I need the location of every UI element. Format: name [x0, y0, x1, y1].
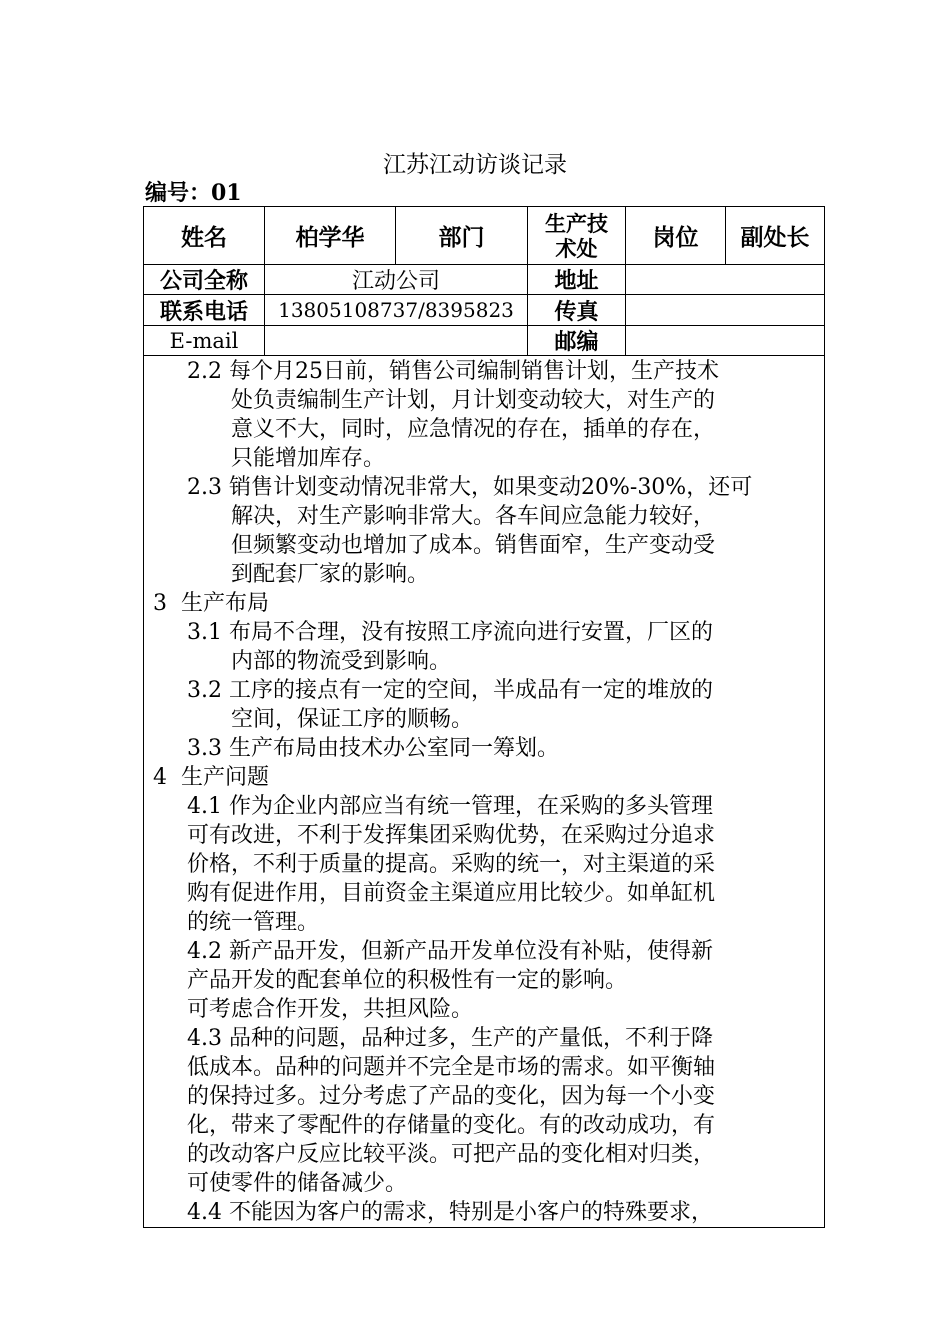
- content-line: 3.2 工序的接点有一定的空间，半成品有一定的堆放的: [187, 678, 713, 703]
- content-line: 的改动客户反应比较平淡。可把产品的变化相对归类，: [187, 1142, 716, 1167]
- phone-label: 联系电话: [159, 298, 248, 325]
- email-label: E-mail: [169, 328, 239, 353]
- content-line: 只能增加库存。: [231, 446, 386, 471]
- content-line: 4 生产问题: [153, 765, 269, 790]
- interview-content: [144, 356, 823, 1226]
- content-line: 解决，对生产影响非常大。各车间应急能力较好，: [231, 504, 716, 529]
- content-line: 4.4 不能因为客户的需求，特别是小客户的特殊要求，: [187, 1200, 713, 1225]
- content-line: 到配套厂家的影响。: [231, 562, 430, 587]
- post-value: 副处长: [740, 224, 810, 251]
- content-line: 化，带来了零配件的存储量的变化。有的改动成功，有: [187, 1113, 716, 1138]
- content-line: 价格，不利于质量的提高。采购的统一，对主渠道的采: [187, 852, 716, 877]
- content-line: 2.3 销售计划变动情况非常大，如果变动20%-30%，还可: [187, 475, 753, 500]
- post-label: 岗位: [652, 224, 699, 251]
- content-line: 3 生产布局: [153, 591, 269, 616]
- content-line: 低成本。品种的问题并不完全是市场的需求。如平衡轴: [187, 1055, 716, 1080]
- content-line: 内部的物流受到影响。: [231, 649, 452, 674]
- address-label: 地址: [554, 268, 599, 294]
- content-line: 4.1 作为企业内部应当有统一管理，在采购的多头管理: [187, 794, 713, 819]
- zip-value: [626, 326, 824, 355]
- content-line: 的保持过多。过分考虑了产品的变化，因为每一个小变: [187, 1084, 716, 1109]
- content-line: 4.3 品种的问题，品种过多，生产的产量低，不利于降: [187, 1026, 713, 1051]
- department-label: 部门: [438, 224, 485, 251]
- content-line: 处负责编制生产计划，月计划变动较大，对生产的: [231, 388, 716, 413]
- zip-label: 邮编: [554, 329, 599, 355]
- content-line: 3.1 布局不合理，没有按照工序流向进行安置，厂区的: [187, 620, 713, 645]
- content-line: 可使零件的储备减少。: [187, 1171, 408, 1196]
- content-line: 购有促进作用，目前资金主渠道应用比较少。如单缸机: [187, 881, 716, 906]
- document-title: 江苏江动访谈记录: [383, 152, 567, 178]
- company-value: 江动公司: [351, 269, 440, 294]
- address-value: [626, 265, 824, 294]
- company-label: 公司全称: [159, 268, 248, 294]
- fax-label: 传真: [554, 298, 599, 325]
- content-line: 4.2 新产品开发，但新产品开发单位没有补贴，使得新: [187, 939, 713, 964]
- content-line: 产品开发的配套单位的积极性有一定的影响。: [187, 968, 628, 993]
- name-value: 柏学华: [295, 224, 365, 251]
- content-line: 2.2 每个月25日前，销售公司编制销售计划，生产技术: [187, 359, 719, 384]
- content-line: 3.3 生产布局由技术办公室同一筹划。: [187, 736, 559, 761]
- phone-value: 13805108737/8395823: [278, 298, 514, 322]
- document-number: 编号：01: [145, 180, 242, 206]
- content-line: 但频繁变动也增加了成本。销售面窄，生产变动受: [231, 533, 716, 558]
- content-line: 可考虑合作开发，共担风险。: [187, 997, 474, 1022]
- content-line: 可有改进，不利于发挥集团采购优势，在采购过分追求: [187, 823, 716, 848]
- content-line: 空间，保证工序的顺畅。: [231, 707, 474, 732]
- fax-value: [626, 295, 824, 325]
- department-value: 生产技 术处: [545, 210, 608, 261]
- email-value: [265, 326, 527, 355]
- name-label: 姓名: [181, 224, 227, 251]
- content-line: 的统一管理。: [187, 910, 320, 935]
- content-line: 意义不大，同时，应急情况的存在，插单的存在，: [231, 417, 716, 442]
